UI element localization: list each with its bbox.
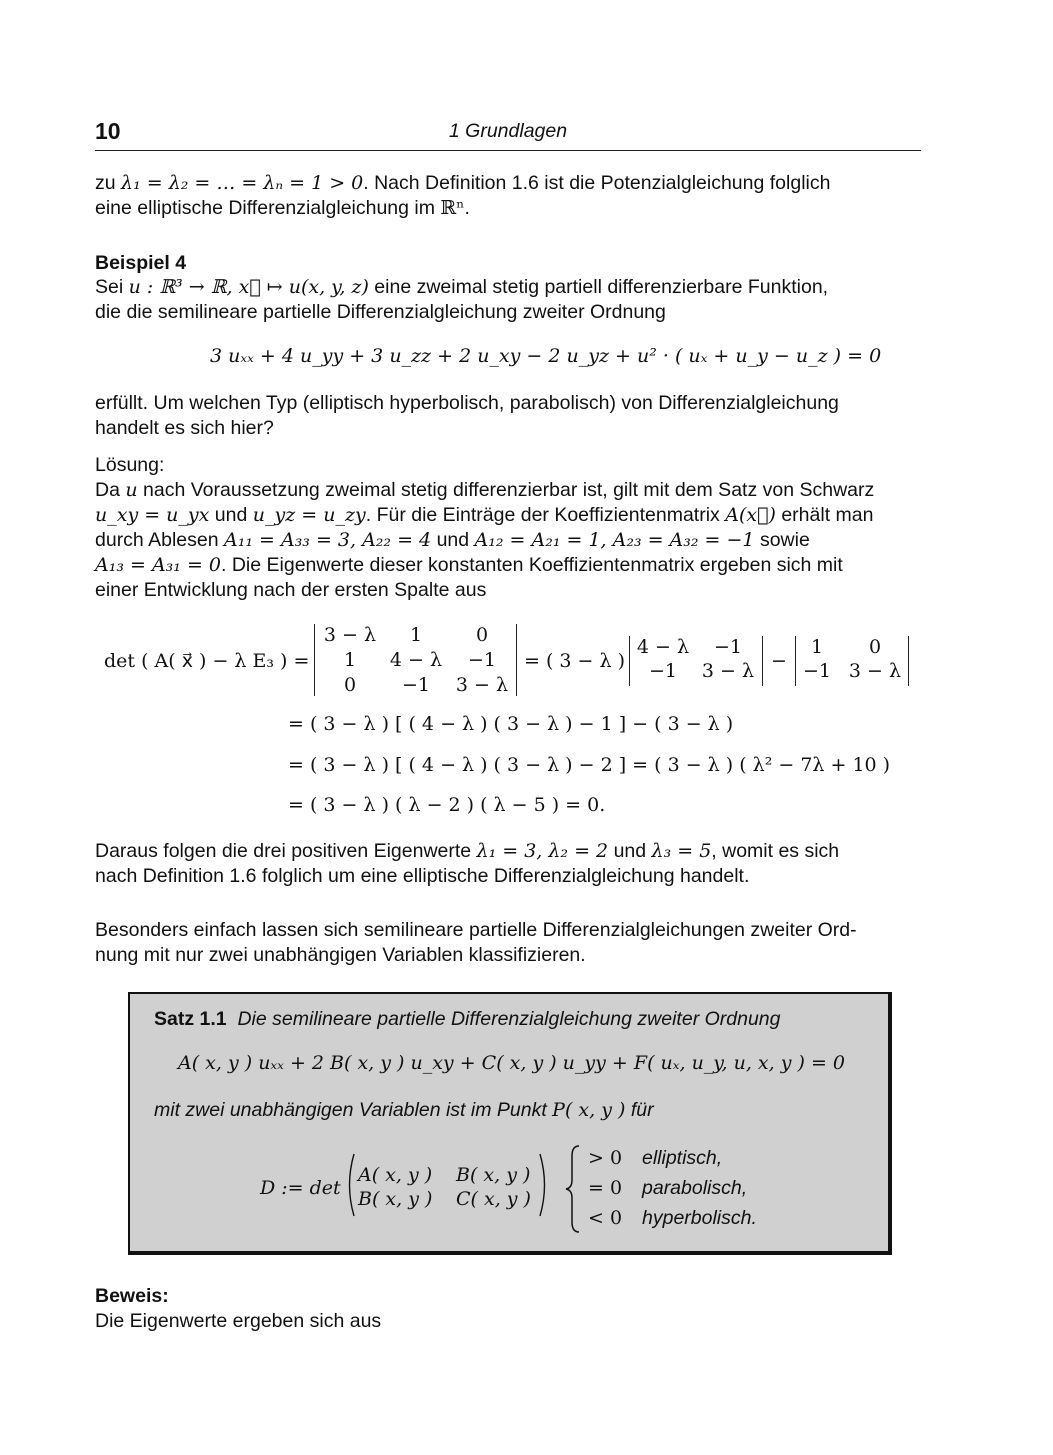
matrix-cell: −1 — [401, 674, 430, 696]
matrix-3x3 — [314, 624, 517, 696]
matrix-cell: B( x, y ) — [358, 1188, 433, 1210]
matrix-cell: 4 − λ — [636, 636, 690, 658]
solution-text: und — [436, 529, 470, 551]
paren-right-icon — [538, 1152, 550, 1218]
running-header — [95, 118, 921, 151]
example-heading: Beispiel 4 — [95, 252, 187, 274]
math-inline: A₁₃ = A₃₁ = 0 — [95, 554, 221, 576]
det-step-3: = ( 3 − λ ) [ ( 4 − λ ) ( 3 − λ ) − 2 ] = ( 3 − λ ) ( λ² − 7λ + 10 ) — [288, 754, 891, 776]
conclusion-text: und — [613, 840, 647, 862]
example-text: Sei — [95, 276, 124, 298]
solution-text: nach Voraussetzung zweimal stetig differenzierbar ist, gilt mit dem Satz von Schwarz — [143, 479, 875, 501]
case-label: parabolisch, — [642, 1177, 748, 1199]
case-row — [588, 1147, 723, 1170]
theorem-label: Satz 1.1 — [154, 1008, 227, 1030]
solution-text: Da — [95, 479, 120, 501]
matrix-2x2-a — [629, 636, 763, 686]
matrix-cell: 3 − λ — [701, 660, 755, 682]
det-lhs: det ( A( x⃗ ) − λ E₃ ) = — [104, 650, 310, 672]
transition-paragraph — [95, 918, 921, 968]
theorem-text: mit zwei unabhängigen Variablen ist im Punkt — [154, 1099, 547, 1121]
theorem-text: für — [630, 1099, 654, 1121]
solution-label: Lösung: — [95, 454, 165, 476]
theorem-condition — [154, 1098, 844, 1123]
theorem-statement: Die semilineare partielle Differenzialgleichung zweiter Ordnung — [237, 1008, 781, 1030]
question-paragraph — [95, 391, 921, 441]
matrix-cell: C( x, y ) — [456, 1188, 531, 1210]
solution-text: einer Entwicklung nach der ersten Spalte aus — [95, 579, 487, 601]
brace-left-icon — [564, 1144, 582, 1234]
math-inline: u — [125, 479, 138, 501]
theorem-box — [128, 992, 892, 1255]
math-inline: P( x, y ) — [552, 1099, 626, 1121]
conclusion-text: Daraus folgen die drei positiven Eigenwerte — [95, 840, 472, 862]
proof-label: Beweis: — [95, 1285, 169, 1307]
question-text: handelt es sich hier? — [95, 417, 274, 439]
page-number: 10 — [95, 118, 121, 144]
matrix-cell: 1 — [810, 636, 824, 658]
solution-text: und — [214, 504, 248, 526]
det-minus: − — [771, 650, 787, 672]
theorem-D-lhs: D := det — [260, 1177, 341, 1199]
matrix-cell: 0 — [868, 636, 882, 658]
solution-text: . Für die Einträge der Koeffizientenmatrix — [365, 504, 720, 526]
case-condition: > 0 — [588, 1147, 623, 1169]
case-label: hyperbolisch. — [642, 1207, 757, 1229]
theorem-equation: A( x, y ) uₓₓ + 2 B( x, y ) u_xy + C( x, y ) u_yy + F( uₓ, u_y, u, x, y ) = 0 — [178, 1052, 845, 1074]
pde-equation: 3 uₓₓ + 4 u_yy + 3 u_zz + 2 u_xy − 2 u_yz + u² · ( uₓ + u_y − u_z ) = 0 — [210, 345, 882, 367]
solution-paragraph — [95, 478, 921, 603]
theorem-heading — [154, 1007, 844, 1032]
case-label: elliptisch, — [642, 1147, 723, 1169]
matrix-2x2-b — [795, 636, 909, 686]
example-paragraph — [95, 275, 921, 325]
math-inline: λ₁ = λ₂ = … = λₙ = 1 > 0 — [121, 172, 364, 194]
paren-left-icon — [344, 1152, 356, 1218]
transition-text: nung mit nur zwei unabhängigen Variablen klassifizieren. — [95, 944, 586, 966]
matrix-cell: 0 — [343, 674, 357, 696]
case-row — [588, 1177, 748, 1200]
math-inline: A(x⃗) — [725, 504, 776, 526]
det-factor: = ( 3 − λ ) — [524, 650, 625, 672]
conclusion-paragraph — [95, 839, 921, 889]
matrix-cell: 0 — [475, 624, 489, 646]
question-text: erfüllt. Um welchen Typ (elliptisch hyperbolisch, parabolisch) von Differenzialgleichung — [95, 392, 839, 414]
math-inline: λ₁ = 3, λ₂ = 2 — [476, 840, 609, 862]
matrix-cell: −1 — [467, 649, 496, 671]
math-inline: u : ℝ³ → ℝ, x⃗ ↦ u(x, y, z) — [128, 276, 369, 298]
math-inline: A₁₂ = A₂₁ = 1, A₂₃ = A₃₂ = −1 — [474, 529, 755, 551]
solution-text: durch Ablesen — [95, 529, 219, 551]
math-inline: λ₃ = 5 — [651, 840, 712, 862]
conclusion-text: , womit es sich — [711, 840, 840, 862]
det-step-4: = ( 3 − λ ) ( λ − 2 ) ( λ − 5 ) = 0. — [288, 794, 606, 816]
math-inline: A₁₁ = A₃₃ = 3, A₂₂ = 4 — [224, 529, 432, 551]
case-condition: = 0 — [588, 1177, 623, 1199]
math-inline: u_xy = u_yx — [95, 504, 210, 526]
matrix-cell: 4 − λ — [389, 649, 443, 671]
solution-text: erhält man — [781, 504, 874, 526]
math-inline: ℝⁿ — [440, 197, 465, 219]
math-inline: u_yz = u_zy — [252, 504, 366, 526]
matrix-cell: A( x, y ) — [358, 1164, 433, 1186]
det-step-2: = ( 3 − λ ) [ ( 4 − λ ) ( 3 − λ ) − 1 ] − ( 3 − λ ) — [288, 713, 734, 735]
chapter-title: 1 Grundlagen — [448, 120, 568, 142]
matrix-cell: 1 — [343, 649, 357, 671]
intro-text: . Nach Definition 1.6 ist die Potenzialgleichung folglich — [363, 172, 831, 194]
intro-paragraph — [95, 171, 921, 221]
case-condition: < 0 — [588, 1207, 623, 1229]
matrix-cell: −1 — [802, 660, 831, 682]
matrix-cell: 3 − λ — [323, 624, 377, 646]
intro-text: eine elliptische Differenzialgleichung im — [95, 197, 435, 219]
matrix-cell: 3 − λ — [455, 674, 509, 696]
solution-text: sowie — [759, 529, 810, 551]
intro-text: . — [464, 197, 470, 219]
transition-text: Besonders einfach lassen sich semilineare partielle Differenzialgleichungen zweiter Ord- — [95, 919, 857, 941]
intro-text: zu — [95, 172, 116, 194]
case-row — [588, 1207, 757, 1230]
example-text: die die semilineare partielle Differenzialgleichung zweiter Ordnung — [95, 301, 666, 323]
conclusion-text: nach Definition 1.6 folglich um eine elliptische Differenzialgleichung handelt. — [95, 865, 750, 887]
matrix-cell: −1 — [713, 636, 742, 658]
example-text: eine zweimal stetig partiell differenzierbare Funktion, — [374, 276, 829, 298]
solution-text: . Die Eigenwerte dieser konstanten Koeffizientenmatrix ergeben sich mit — [221, 554, 843, 576]
matrix-cell: B( x, y ) — [456, 1164, 531, 1186]
matrix-cell: 1 — [409, 624, 423, 646]
proof-text: Die Eigenwerte ergeben sich aus — [95, 1310, 382, 1332]
matrix-cell: −1 — [648, 660, 677, 682]
matrix-cell: 3 − λ — [848, 660, 902, 682]
